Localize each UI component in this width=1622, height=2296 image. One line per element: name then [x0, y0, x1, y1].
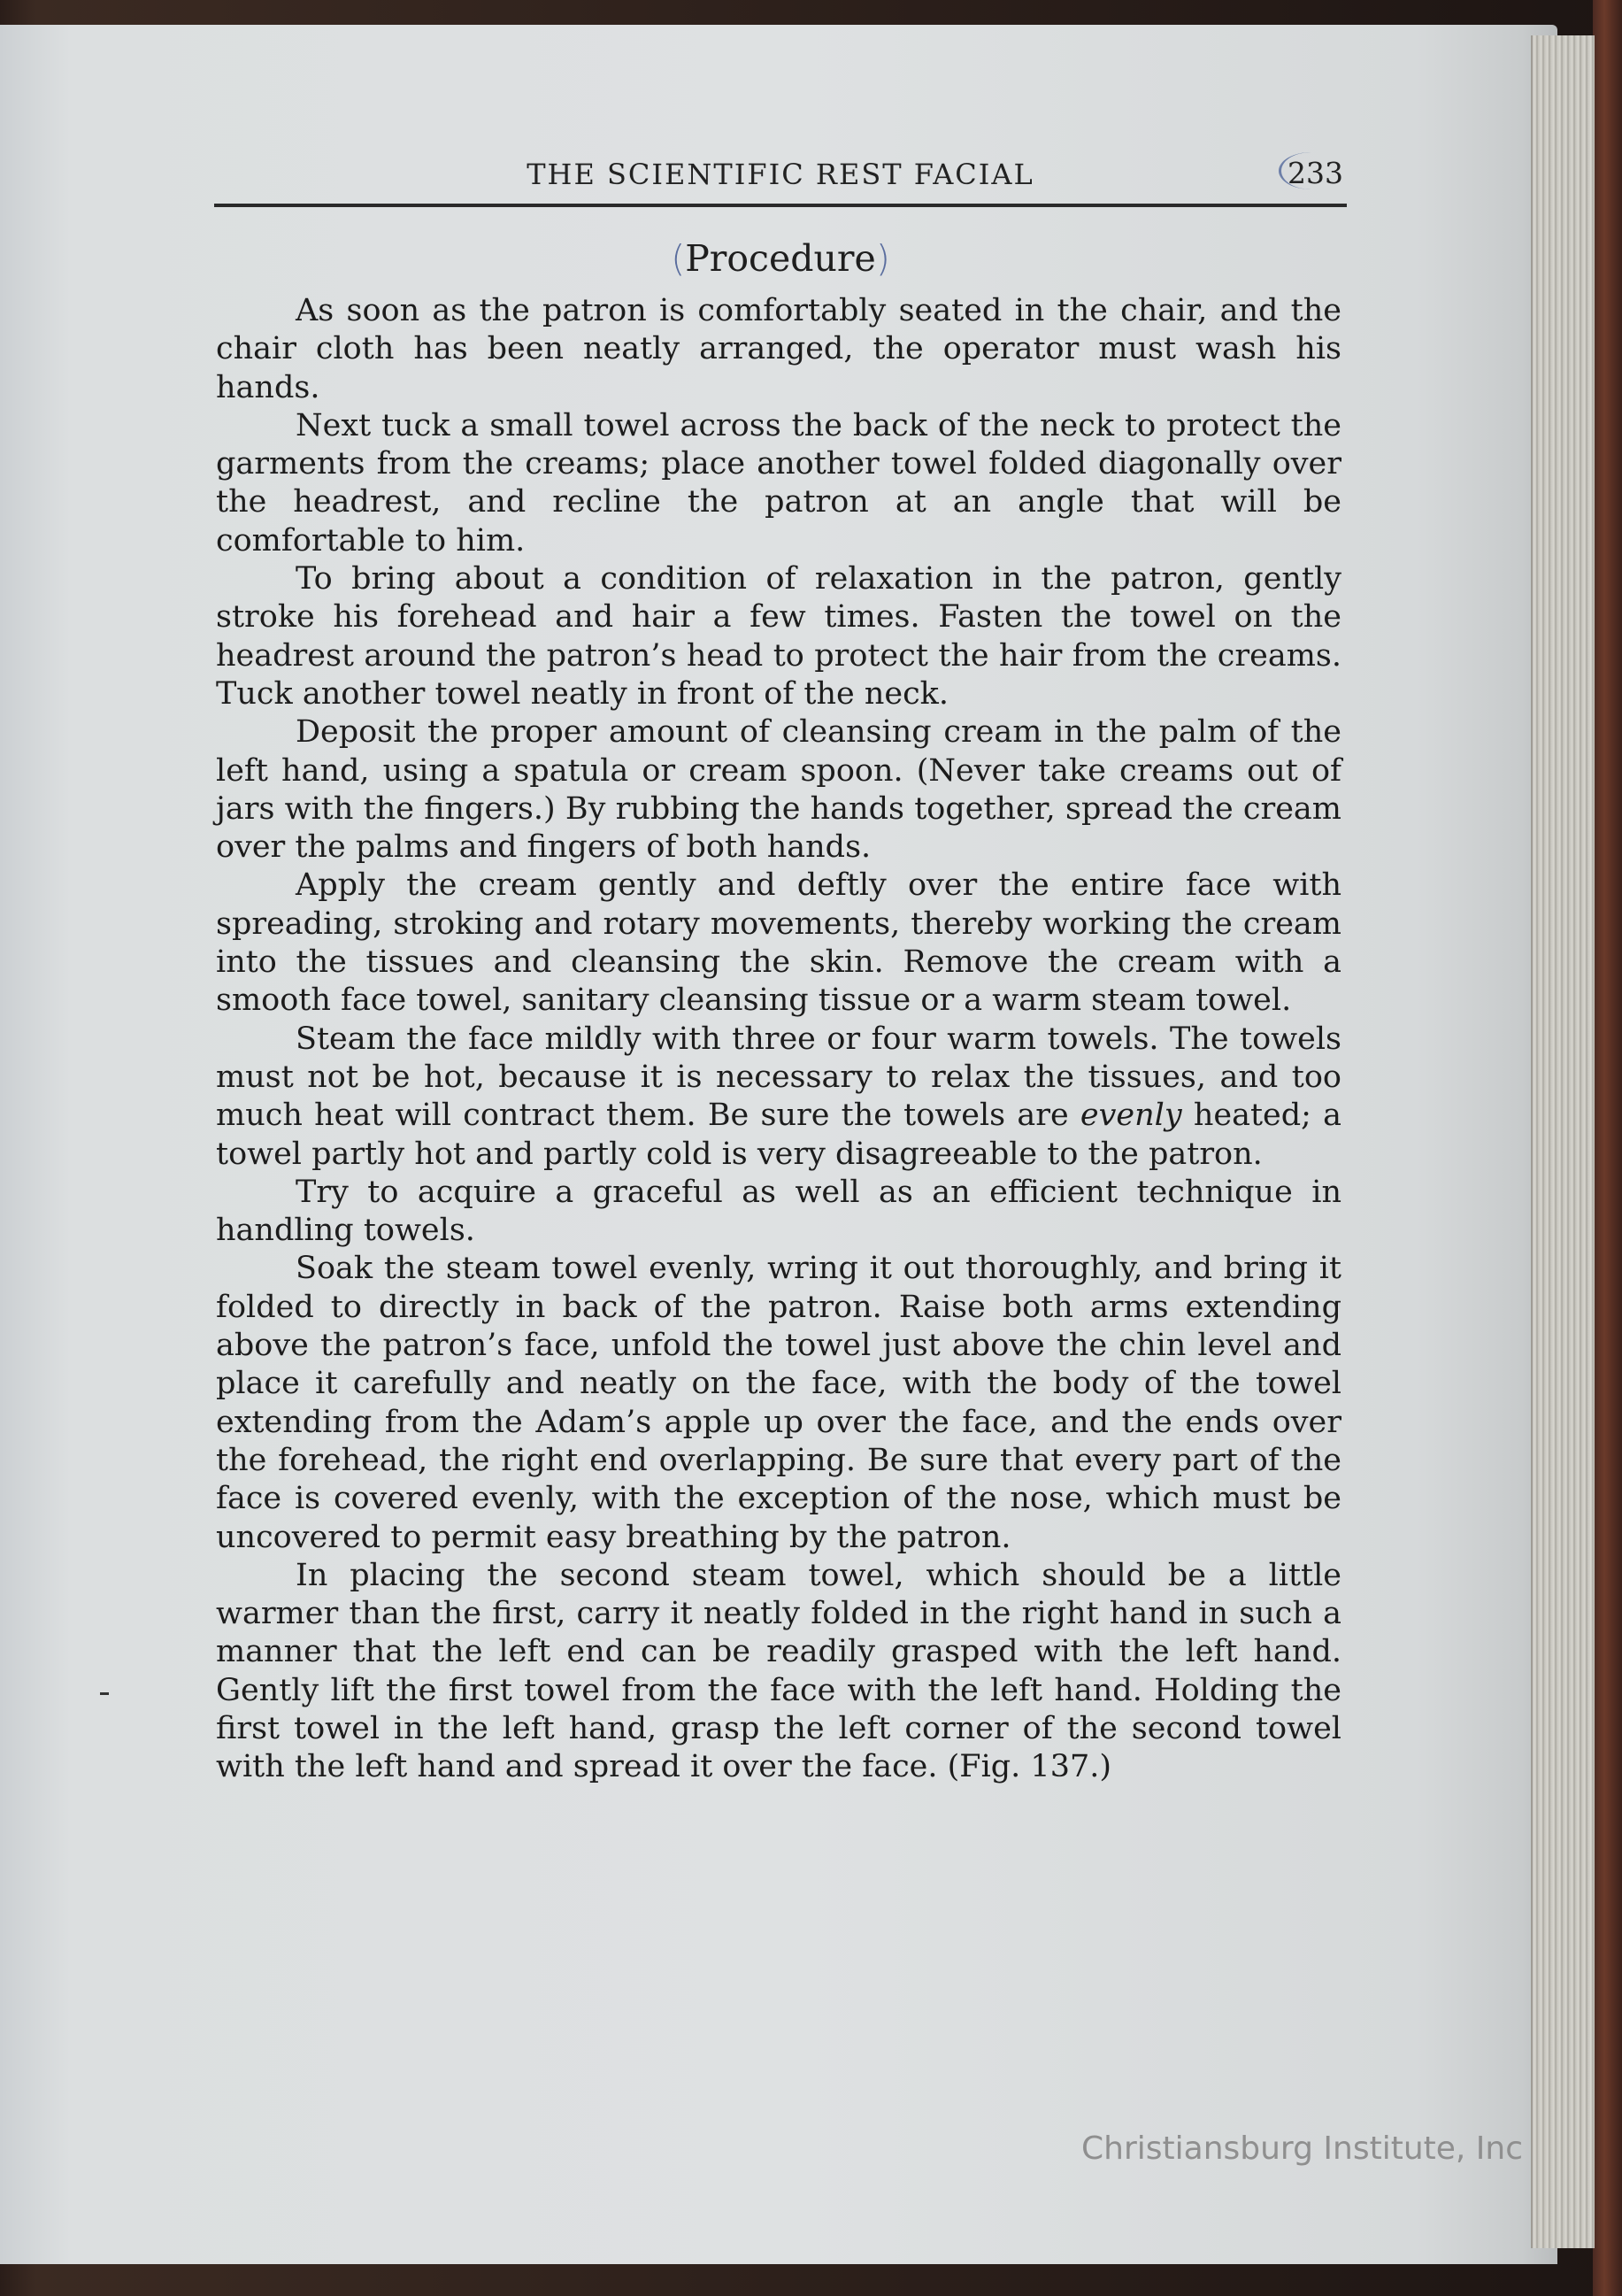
paragraph: Try to acquire a graceful as well as an efficient technique in handling towels. — [216, 1174, 1341, 1249]
paragraph — [216, 1021, 1341, 1174]
paragraph: In placing the second steam towel, which should be a little warmer than the first, carry it neatly folded in the right hand in such a manner that the left end can be readily grasped with the left hand. Gently lift the first towel from the face with the left hand. Holding the first towel in the left hand, grasp the left corner of the second towel with the left hand and spread it over the face. (Fig. 137.) — [216, 1557, 1341, 1785]
paragraph-text: heated; a towel partly hot and partly cold is very disagreeable to the patron. — [216, 1098, 1341, 1172]
paragraph-text: Steam the face mildly with three or four warm towels. The towels must not be hot, because it is necessary to relax the tissues, and too much heat will contract them. Be sure the towels are — [216, 1021, 1341, 1134]
body-text — [216, 292, 1341, 1787]
page-number: 233 — [1288, 156, 1343, 190]
emphasized-word: evenly — [1080, 1098, 1182, 1134]
handwritten-paren-open: ( — [671, 237, 686, 280]
paragraph: Apply the cream gently and deftly over the entire face with spreading, stroking and rotary movements, thereby working the cream into the tissues and cleansing the skin. Remove the cream with a smooth face towel, sanitary cleansing tissue or a warm steam towel. — [216, 867, 1341, 1019]
running-title: THE SCIENTIFIC REST FACIAL — [527, 158, 1034, 191]
watermark: Christiansburg Institute, Inc — [1081, 2130, 1524, 2167]
section-heading — [214, 237, 1347, 280]
paragraph: Soak the steam towel evenly, wring it out thoroughly, and bring it folded to directly in back of the patron. Raise both arms extending above the patron’s face, unfold the towel just above the chin level and place it carefully and neatly on the face, with the body of the towel extending from the Adam’s apple up over the face, and the ends over the forehead, the right end overlapping. Be sure that every part of the face is covered evenly, with the exception of the nose, which must be uncovered to permit easy breathing by the patron. — [216, 1251, 1341, 1555]
section-heading-text: Procedure — [685, 237, 876, 280]
paragraph: To bring about a condition of relaxation in the patron, gently stroke his forehead and hair a few times. Fasten the towel on the headrest around the patron’s head to protect the hair from the creams. Tuck another towel neatly in front of the neck. — [216, 561, 1341, 712]
paragraph: Deposit the proper amount of cleansing cream in the palm of the left hand, using a spatula or cream spoon. (Never take creams out of jars with the fingers.) By rubbing the hands together, spread the cream over the palms and fingers of both hands. — [216, 714, 1341, 866]
handwritten-paren-close: ) — [875, 237, 890, 280]
margin-mark — [100, 1692, 109, 1695]
paragraph: As soon as the patron is comfortably seated in the chair, and the chair cloth has been neatly arranged, the operator must wash his hands. — [216, 293, 1341, 405]
page-header — [214, 154, 1347, 207]
page-edges — [1531, 35, 1595, 2248]
paragraph: Next tuck a small towel across the back of the neck to protect the garments from the creams; place another towel folded diagonally over the headrest, and recline the patron at an angle that will be comfortable to him. — [216, 407, 1341, 559]
book-spine — [1593, 0, 1622, 2296]
